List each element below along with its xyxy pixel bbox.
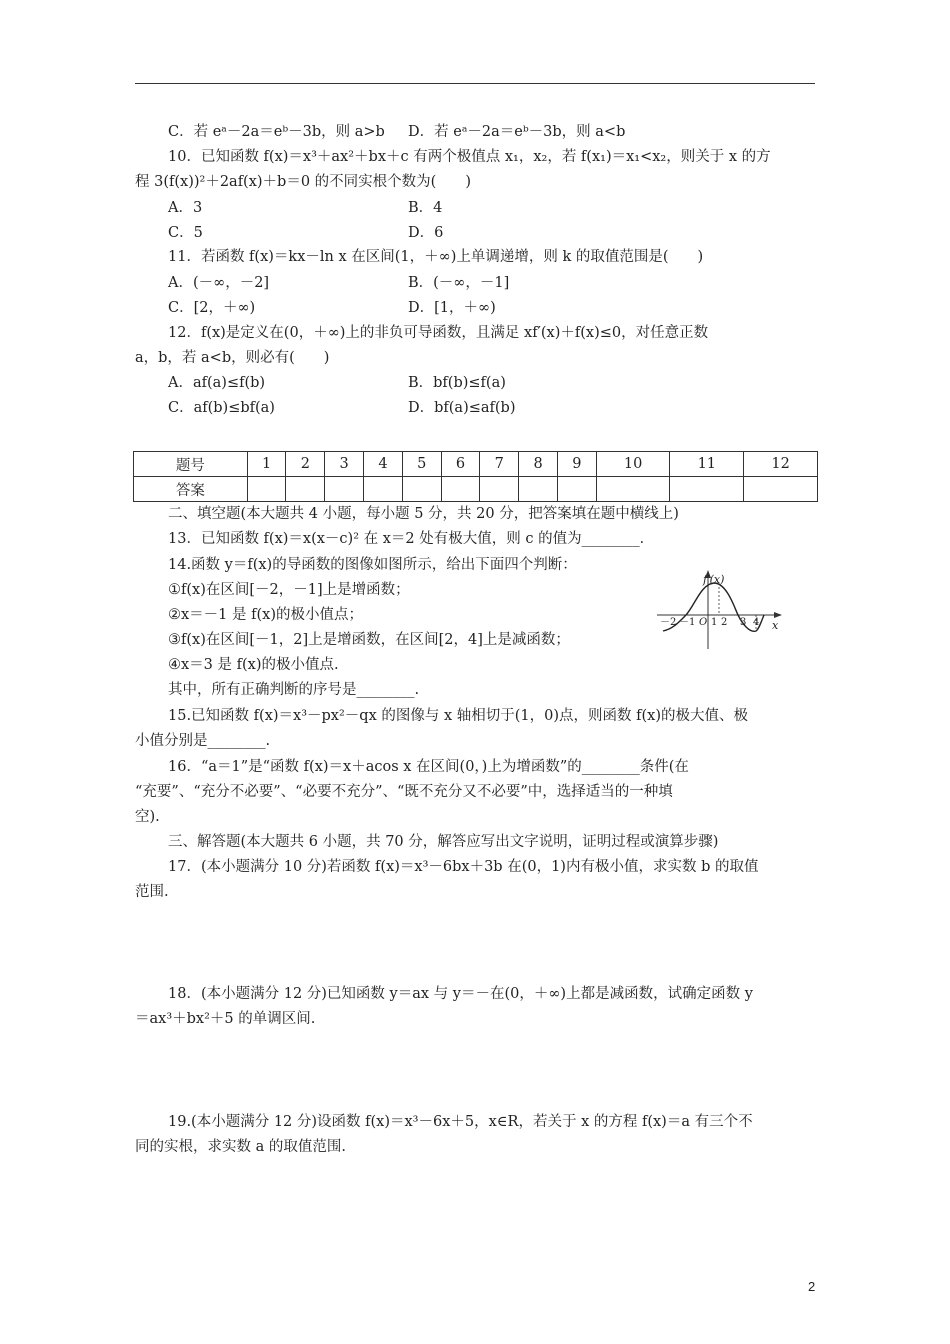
q14-ask: 其中，所有正确判断的序号是________. xyxy=(168,682,420,698)
answer-cell[interactable] xyxy=(325,477,364,502)
q10-stem-cont: 程 3(f(x))²＋2af(x)＋b＝0 的不同实根个数为( ) xyxy=(135,174,471,190)
q11-option-b: B．(－∞，－1] xyxy=(408,275,510,291)
section-3-heading: 三、解答题(本大题共 6 小题，共 70 分，解答应写出文字说明，证明过程或演算步骤) xyxy=(168,834,719,850)
x-axis-arrow-icon xyxy=(774,612,782,618)
q9-option-d: D．若 eᵃ－2a＝eᵇ－3b，则 a<b xyxy=(408,124,626,140)
q11-stem: 11．若函数 f(x)＝kx－ln x 在区间(1，＋∞)上单调递增，则 k 的取值范围是( ) xyxy=(168,249,704,265)
table-cell: 10 xyxy=(596,452,670,477)
q14-statement-1: ①f(x)在区间[－2，－1]上是增函数； xyxy=(168,582,410,598)
q13: 13．已知函数 f(x)＝x(x－c)² 在 x＝2 处有极大值，则 c 的值为________． xyxy=(168,531,655,547)
table-cell: 3 xyxy=(325,452,364,477)
answer-cell[interactable] xyxy=(480,477,519,502)
table-cell: 答案 xyxy=(134,477,248,502)
answer-cell[interactable] xyxy=(441,477,480,502)
tick-label: －1 xyxy=(679,617,696,628)
q19-stem: 19.(本小题满分 12 分)设函数 f(x)＝x³－6x＋5，x∈R，若关于 x 的方程 f(x)＝a 有三个不 xyxy=(168,1114,753,1130)
q10-option-a: A．3 xyxy=(168,200,203,216)
answer-cell[interactable] xyxy=(402,477,441,502)
q10-stem: 10．已知函数 f(x)＝x³＋ax²＋bx＋c 有两个极值点 x₁，x₂，若 f(x₁)＝x₁<x₂，则关于 x 的方 xyxy=(168,149,771,165)
table-cell: 6 xyxy=(441,452,480,477)
q10-option-d: D．6 xyxy=(408,225,444,241)
q15-stem-cont: 小值分别是________. xyxy=(135,733,271,749)
table-cell: 7 xyxy=(480,452,519,477)
q9-option-c: C．若 eᵃ－2a＝eᵇ－3b，则 a>b xyxy=(168,124,385,140)
tick-label: －2 xyxy=(660,617,677,628)
q16-stem: 16．“a＝1”是“函数 f(x)＝x＋acos x 在区间(0，)上为增函数”的________条件(在 xyxy=(168,759,689,775)
q17-stem-cont: 范围. xyxy=(135,884,169,900)
page-number: 2 xyxy=(808,1279,816,1294)
q18-stem: 18．(本小题满分 12 分)已知函数 y＝ax 与 y＝－在(0，＋∞)上都是减函数，试确定函数 y xyxy=(168,986,753,1002)
header-rule xyxy=(135,83,815,84)
table-cell: 题号 xyxy=(134,452,248,477)
table-cell: 9 xyxy=(557,452,596,477)
tick-label: O xyxy=(699,617,708,628)
derivative-graph xyxy=(655,567,785,652)
q12-option-c: C．af(b)≤bf(a) xyxy=(168,400,275,416)
q12-option-a: A．af(a)≤f(b) xyxy=(168,375,266,391)
table-cell: 4 xyxy=(364,452,403,477)
answer-table-header-row xyxy=(134,452,818,477)
answer-table-answer-row xyxy=(134,477,818,502)
q14-statement-3: ③f(x)在区间[－1，2]上是增函数，在区间[2，4]上是减函数； xyxy=(168,632,570,648)
answer-cell[interactable] xyxy=(596,477,670,502)
table-cell: 11 xyxy=(670,452,744,477)
answer-table xyxy=(133,451,818,502)
q11-option-d: D．[1，＋∞) xyxy=(408,300,496,316)
q12-option-d: D．bf(a)≤af(b) xyxy=(408,400,516,416)
section-2-heading: 二、填空题(本大题共 4 小题，每小题 5 分，共 20 分，把答案填在题中横线上) xyxy=(168,506,679,522)
table-cell: 1 xyxy=(247,452,286,477)
answer-cell[interactable] xyxy=(557,477,596,502)
q16-stem-cont: “充要”、“充分不必要”、“必要不充分”、“既不充分又不必要”中，选择适当的一种填 xyxy=(135,784,673,800)
y-axis-label: f′(x) xyxy=(703,573,725,586)
q18-stem-cont: ＝ax³＋bx²＋5 的单调区间. xyxy=(135,1011,316,1027)
q14-statement-4: ④x＝3 是 f(x)的极小值点. xyxy=(168,657,339,673)
tick-label: 3 xyxy=(740,617,747,628)
q10-option-b: B．4 xyxy=(408,200,443,216)
q17-stem: 17．(本小题满分 10 分)若函数 f(x)＝x³－6bx＋3b 在(0，1)内有极小值，求实数 b 的取值 xyxy=(168,859,759,875)
answer-cell[interactable] xyxy=(286,477,325,502)
q11-option-c: C．[2，＋∞) xyxy=(168,300,256,316)
table-cell: 12 xyxy=(744,452,818,477)
q12-stem-cont: a，b，若 a<b，则必有( ) xyxy=(135,350,330,366)
answer-cell[interactable] xyxy=(364,477,403,502)
q12-option-b: B．bf(b)≤f(a) xyxy=(408,375,506,391)
q14-statement-2: ②x＝－1 是 f(x)的极小值点； xyxy=(168,607,363,623)
answer-cell[interactable] xyxy=(519,477,558,502)
tick-label: 4 xyxy=(753,617,760,628)
table-cell: 5 xyxy=(402,452,441,477)
table-cell: 2 xyxy=(286,452,325,477)
x-axis-label: x xyxy=(772,619,779,632)
q12-stem: 12．f(x)是定义在(0，＋∞)上的非负可导函数，且满足 xf′(x)＋f(x)≤0，对任意正数 xyxy=(168,325,709,341)
q11-option-a: A．(－∞，－2] xyxy=(168,275,270,291)
q15-stem: 15.已知函数 f(x)＝x³－px²－qx 的图像与 x 轴相切于(1，0)点，则函数 f(x)的极大值、极 xyxy=(168,708,748,724)
tick-label: 2 xyxy=(721,617,728,628)
q16-stem-end: 空). xyxy=(135,809,160,825)
q19-stem-cont: 同的实根，求实数 a 的取值范围. xyxy=(135,1139,346,1155)
q14-stem: 14.函数 y＝f(x)的导函数的图像如图所示，给出下面四个判断： xyxy=(168,557,577,573)
q10-option-c: C．5 xyxy=(168,225,203,241)
answer-cell[interactable] xyxy=(670,477,744,502)
table-cell: 8 xyxy=(519,452,558,477)
tick-label: 1 xyxy=(711,617,718,628)
answer-cell[interactable] xyxy=(744,477,818,502)
answer-cell[interactable] xyxy=(247,477,286,502)
